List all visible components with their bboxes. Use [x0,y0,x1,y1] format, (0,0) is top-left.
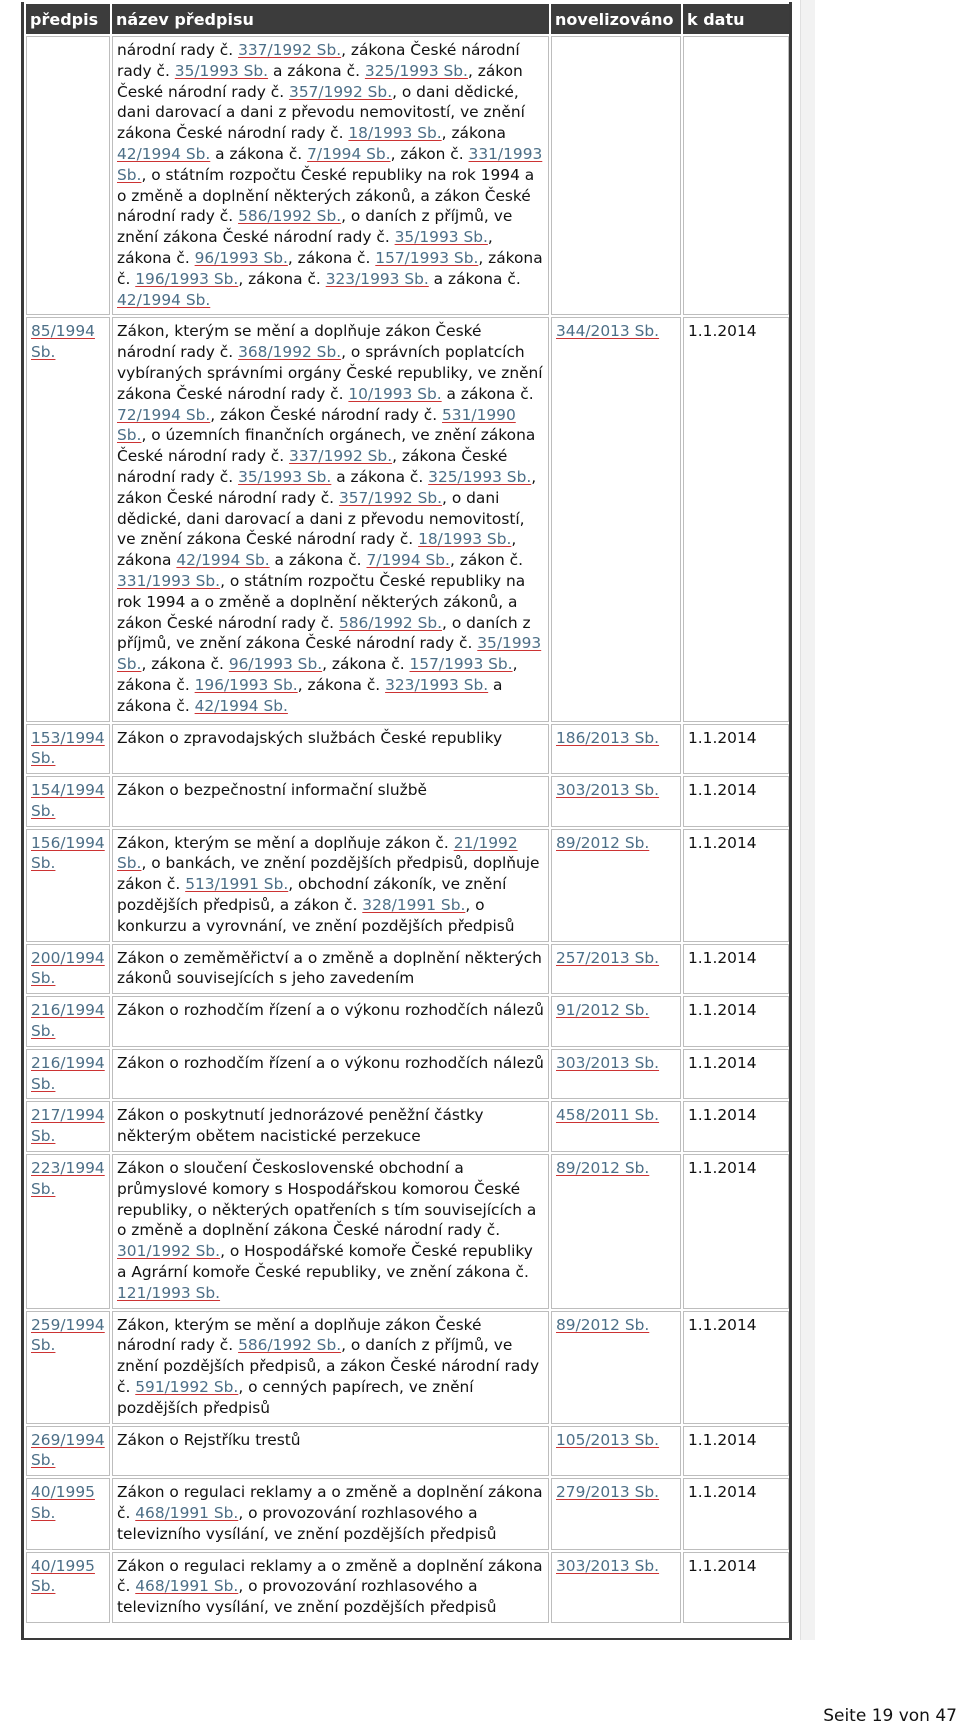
cell-nazev [112,1154,549,1309]
predpis-link[interactable]: 40/1995 Sb. [31,1483,95,1522]
law-reference-link[interactable]: 121/1993 Sb. [117,1283,221,1302]
cell-predpis [26,1311,110,1424]
law-title-text: Zákon o sloučení Československé obchodní a průmyslové komory s Hospodářskou komorou České republiky, o některých opatřeních s tím souvisejících a o změně a doplnění zákona České národní rady č. [117,1159,537,1240]
law-title-text: , zákon České národní rady č. [210,405,443,424]
cell-predpis [26,1426,110,1477]
law-title-text: Zákon o rozhodčím řízení a o výkonu rozhodčích nálezů [117,1053,544,1072]
law-title-text: , zákon č. [390,144,469,163]
predpis-link[interactable]: 156/1994 Sb. [31,833,105,873]
law-reference-link[interactable]: 96/1993 Sb. [194,248,288,267]
law-reference-link[interactable]: 18/1993 Sb. [348,124,442,143]
cell-nazev [112,317,549,721]
cell-predpis [26,1049,110,1100]
law-title-text: , o Hospodářské komoře České republiky a Agrární komoře České republiky, ve znění zákona č. [117,1242,533,1282]
cell-k-datu: 1.1.2014 [683,1101,789,1152]
law-reference-link[interactable]: 96/1993 Sb. [228,655,323,674]
law-reference-link[interactable]: 72/1994 Sb. [117,405,211,424]
law-reference-link[interactable]: 301/1992 Sb. [117,1242,221,1261]
table-row [26,1154,789,1309]
cell-predpis [26,36,110,315]
law-title-text: , o provozování rozhlasového a televizního vysílání, ve znění pozdějších předpisů [117,1504,497,1543]
amendment-link[interactable]: 344/2013 Sb. [556,322,660,341]
law-title-text: Zákon o rozhodčím řízení a o výkonu rozhodčích nálezů [117,1001,544,1020]
cell-nazev [112,1478,549,1549]
amendment-link[interactable]: 257/2013 Sb. [556,948,660,967]
law-title-text: Zákon o zpravodajských službách České republiky [117,728,503,747]
law-title-text: a zákona č. [428,269,521,288]
law-title-text: Zákon, kterým se mění a doplňuje zákon České národní rady č. [117,1315,482,1355]
cell-novelizovano [551,1311,681,1424]
cell-nazev [112,996,549,1047]
table-row [26,776,789,827]
cell-k-datu: 1.1.2014 [683,1426,789,1477]
law-title-text: Zákon o regulaci reklamy a o změně a doplnění zákona č. [117,1556,543,1596]
predpis-link[interactable]: 223/1994 Sb. [31,1159,105,1198]
law-reference-link[interactable]: 323/1993 Sb. [385,675,489,694]
law-reference-link[interactable]: 591/1992 Sb. [135,1378,239,1397]
cell-novelizovano [551,724,681,775]
cell-nazev [112,1552,549,1623]
cell-k-datu: 1.1.2014 [683,776,789,827]
law-title-text: Zákon o poskytnutí jednorázové peněžní částky některým obětem nacistické perzekuce [117,1106,484,1146]
amendment-link[interactable]: 303/2013 Sb. [556,781,660,800]
law-title-text: Zákon o Rejstříku trestů [117,1430,301,1449]
law-reference-link[interactable]: 35/1993 Sb. [394,228,488,247]
cell-k-datu: 1.1.2014 [683,1049,789,1100]
law-reference-link[interactable]: 331/1993 Sb. [117,571,221,590]
law-reference-link[interactable]: 10/1993 Sb. [348,384,442,403]
law-title-text: , o správních poplatcích vybíraných správními orgány České republiky, ve znění zákona České národní rady č. [117,343,543,403]
law-title-text: Zákon, kterým se mění a doplňuje zákon České národní rady č. [117,322,482,362]
table-row [26,1552,789,1623]
law-reference-link[interactable]: 42/1994 Sb. [194,696,288,715]
law-reference-link[interactable]: 368/1992 Sb. [238,343,342,362]
cell-predpis [26,317,110,721]
table-row [26,1049,789,1100]
table-row [26,1101,789,1152]
law-title-text: , o dani dědické, dani darovací a dani z převodu nemovitostí, ve znění zákona České národní rady č. [117,82,525,143]
amendment-link[interactable]: 458/2011 Sb. [556,1106,660,1125]
law-title-text: , zákona č. [117,228,493,267]
table-row [26,829,789,942]
law-title-text: národní rady č. [117,41,239,59]
law-reference-link[interactable]: 7/1994 Sb. [307,144,391,163]
cell-novelizovano [551,944,681,995]
law-title-text: , o dani dědické, dani darovací a dani z převodu nemovitostí, ve znění zákona České národní rady č. [117,488,525,549]
law-title-text: , zákona č. [287,248,376,267]
cell-predpis [26,1101,110,1152]
cell-k-datu: 1.1.2014 [683,996,789,1047]
law-title-text: , zákona č. [117,248,543,288]
law-reference-link[interactable]: 586/1992 Sb. [238,1336,342,1355]
law-title-text: , zákon č. [449,551,524,570]
cell-novelizovano [551,1478,681,1549]
law-title-text: , zákona České národní rady č. [117,41,520,80]
cell-novelizovano [551,829,681,942]
cell-novelizovano [551,1552,681,1623]
cell-novelizovano [551,1049,681,1100]
law-reference-link[interactable]: 337/1992 Sb. [289,447,393,466]
predpis-link[interactable]: 216/1994 Sb. [31,1053,105,1093]
amendment-link[interactable]: 186/2013 Sb. [556,728,660,747]
law-title-text: a zákona č. [210,144,308,163]
law-title-text: a zákona č. [268,61,365,80]
amendment-link[interactable]: 89/2012 Sb. [556,1315,650,1334]
law-reference-link[interactable]: 35/1993 Sb. [117,634,542,674]
law-reference-link[interactable]: 325/1993 Sb. [428,467,532,486]
table-row [26,36,789,315]
law-reference-link[interactable]: 21/1992 Sb. [117,833,518,873]
law-reference-link[interactable]: 196/1993 Sb. [135,269,239,288]
law-title-text: a zákona č. [331,467,429,486]
law-title-text: , o územních finančních orgánech, ve znění zákona České národní rady č. [117,426,536,466]
law-title-text: , zákona č. [322,655,410,674]
cell-k-datu [683,36,789,315]
predpis-link[interactable]: 200/1994 Sb. [31,948,105,988]
cell-novelizovano [551,317,681,721]
cell-k-datu: 1.1.2014 [683,317,789,721]
predpis-link[interactable]: 217/1994 Sb. [31,1106,105,1146]
cell-predpis [26,1478,110,1549]
law-reference-link[interactable]: 331/1993 Sb. [117,144,543,184]
table-row [26,1426,789,1477]
cell-nazev [112,776,549,827]
column-header-nazev: název předpisu [112,4,549,34]
law-reference-link[interactable]: 513/1991 Sb. [185,875,289,894]
cell-k-datu: 1.1.2014 [683,1552,789,1623]
cell-nazev [112,724,549,775]
table-row [26,996,789,1047]
amendment-link[interactable]: 91/2012 Sb. [556,1001,650,1020]
cell-nazev [112,1049,549,1100]
amendment-link[interactable]: 303/2013 Sb. [556,1556,660,1575]
law-title-text: Zákon, kterým se mění a doplňuje zákon č. [117,833,454,852]
law-title-text: Zákon o regulaci reklamy a o změně a doplnění zákona č. [117,1483,543,1522]
cell-k-datu: 1.1.2014 [683,724,789,775]
amendment-link[interactable]: 89/2012 Sb. [556,1159,650,1178]
law-title-text: , zákona České národní rady č. [117,447,508,486]
amendment-link[interactable]: 89/2012 Sb. [556,833,650,852]
cell-nazev [112,829,549,942]
table-row [26,317,789,721]
cell-predpis [26,776,110,827]
cell-novelizovano [551,776,681,827]
law-title-text: , zákona č. [297,675,386,694]
page-number: Seite 19 von 47 [823,1706,957,1726]
law-title-text: , o konkurzu a vyrovnání, ve znění pozdějších předpisů [117,896,515,935]
law-title-text: , o cenných papírech, ve znění pozdějších předpisů [117,1378,474,1417]
law-title-text: , o daních z příjmů, ve znění pozdějších předpisů, a zákon České národní rady č. [117,1336,540,1397]
law-reference-link[interactable]: 42/1994 Sb. [117,144,211,163]
cell-predpis [26,996,110,1047]
law-reference-link[interactable]: 35/1993 Sb. [174,61,269,80]
table-header-row [26,4,789,34]
table-row [26,724,789,775]
law-reference-link[interactable]: 157/1993 Sb. [409,655,513,674]
law-title-text: , obchodní zákoník, ve znění pozdějších předpisů, a zákon č. [117,875,507,915]
cell-predpis [26,724,110,775]
table-frame-bottom [21,1638,792,1640]
law-reference-link[interactable]: 325/1993 Sb. [364,61,468,80]
law-reference-link[interactable]: 328/1991 Sb. [362,896,466,915]
law-title-text: , zákon České národní rady č. [117,467,537,507]
law-title-text: , zákona č. [238,269,326,288]
cell-k-datu: 1.1.2014 [683,1478,789,1549]
predpis-link[interactable]: 153/1994 Sb. [31,728,105,768]
law-title-text: , o daních z příjmů, ve znění zákona České národní rady č. [117,207,513,247]
law-title-text: , o státním rozpočtu České republiky na rok 1994 a o změně a doplnění některých zákonů, a zákon České národní rady č. [117,165,535,226]
vertical-scrollbar[interactable] [800,0,815,1640]
cell-predpis [26,944,110,995]
law-reference-link[interactable]: 42/1994 Sb. [176,551,270,570]
legislation-table [24,2,791,1625]
amendment-link[interactable]: 303/2013 Sb. [556,1053,660,1072]
law-reference-link[interactable]: 586/1992 Sb. [238,207,342,226]
law-reference-link[interactable]: 18/1993 Sb. [418,530,512,549]
law-reference-link[interactable]: 586/1992 Sb. [338,613,443,632]
law-title-text: , zákon České národní rady č. [117,61,523,101]
predpis-link[interactable]: 154/1994 Sb. [31,781,105,820]
table-row [26,1478,789,1549]
cell-nazev [112,1426,549,1477]
table-body [26,36,789,1623]
cell-k-datu: 1.1.2014 [683,1311,789,1424]
cell-k-datu: 1.1.2014 [683,944,789,995]
cell-novelizovano [551,1426,681,1477]
cell-novelizovano [551,1154,681,1309]
table-row [26,1311,789,1424]
amendment-link[interactable]: 105/2013 Sb. [556,1430,660,1449]
law-reference-link[interactable]: 337/1992 Sb. [238,41,342,59]
column-header-k-datu: k datu [683,4,789,34]
predpis-link[interactable]: 40/1995 Sb. [31,1556,95,1596]
law-reference-link[interactable]: 468/1991 Sb. [135,1504,239,1522]
law-title-text: a zákona č. [441,384,534,403]
law-reference-link[interactable]: 7/1994 Sb. [366,551,450,570]
cell-k-datu: 1.1.2014 [683,1154,789,1309]
law-title-text: , o provozování rozhlasového a televizního vysílání, ve znění pozdějších předpisů [117,1577,497,1617]
predpis-link[interactable]: 85/1994 Sb. [31,322,95,362]
law-title-text: , zákona č. [117,655,518,694]
cell-novelizovano [551,1101,681,1152]
predpis-link[interactable]: 216/1994 Sb. [31,1001,105,1041]
law-title-text: , zákona [441,124,506,143]
law-reference-link[interactable]: 35/1993 Sb. [238,467,332,486]
law-reference-link[interactable]: 42/1994 Sb. [117,290,211,309]
column-header-novelizovano: novelizováno [551,4,681,34]
law-title-text: , o bankách, ve znění pozdějších předpisů, doplňuje zákon č. [117,854,540,894]
law-title-text: a zákona č. [117,675,503,715]
law-reference-link[interactable]: 157/1993 Sb. [375,248,479,267]
amendment-link[interactable]: 279/2013 Sb. [556,1483,660,1502]
cell-nazev [112,944,549,995]
law-reference-link[interactable]: 323/1993 Sb. [325,269,429,288]
predpis-link[interactable]: 269/1994 Sb. [31,1430,105,1470]
law-title-text: a zákona č. [269,551,367,570]
cell-nazev [112,1311,549,1424]
cell-predpis [26,1154,110,1309]
cell-predpis [26,1552,110,1623]
law-title-text: , zákona č. [141,655,229,674]
cell-k-datu: 1.1.2014 [683,829,789,942]
law-title-text: Zákon o bezpečnostní informační službě [117,781,427,800]
cell-predpis [26,829,110,942]
cell-nazev [112,1101,549,1152]
law-title-text: , zákona [117,530,517,570]
law-title-text: , o státním rozpočtu České republiky na rok 1994 a o změně a doplnění některých zákonů, a zákon České národní rady č. [117,571,526,632]
table-row [26,944,789,995]
cell-novelizovano [551,36,681,315]
law-reference-link[interactable]: 357/1992 Sb. [289,82,393,101]
law-reference-link[interactable]: 357/1992 Sb. [338,488,443,507]
predpis-link[interactable]: 259/1994 Sb. [31,1315,105,1355]
law-reference-link[interactable]: 468/1991 Sb. [135,1577,239,1596]
law-reference-link[interactable]: 196/1993 Sb. [194,675,298,694]
law-reference-link[interactable]: 531/1990 Sb. [117,405,516,445]
cell-novelizovano [551,996,681,1047]
cell-nazev [112,36,549,315]
law-title-text: , o daních z příjmů, ve znění zákona České národní rady č. [117,613,531,653]
law-title-text: Zákon o zeměměřictví a o změně a doplnění některých zákonů souvisejících s jeho zavedením [117,948,542,988]
column-header-predpis: předpis [26,4,110,34]
